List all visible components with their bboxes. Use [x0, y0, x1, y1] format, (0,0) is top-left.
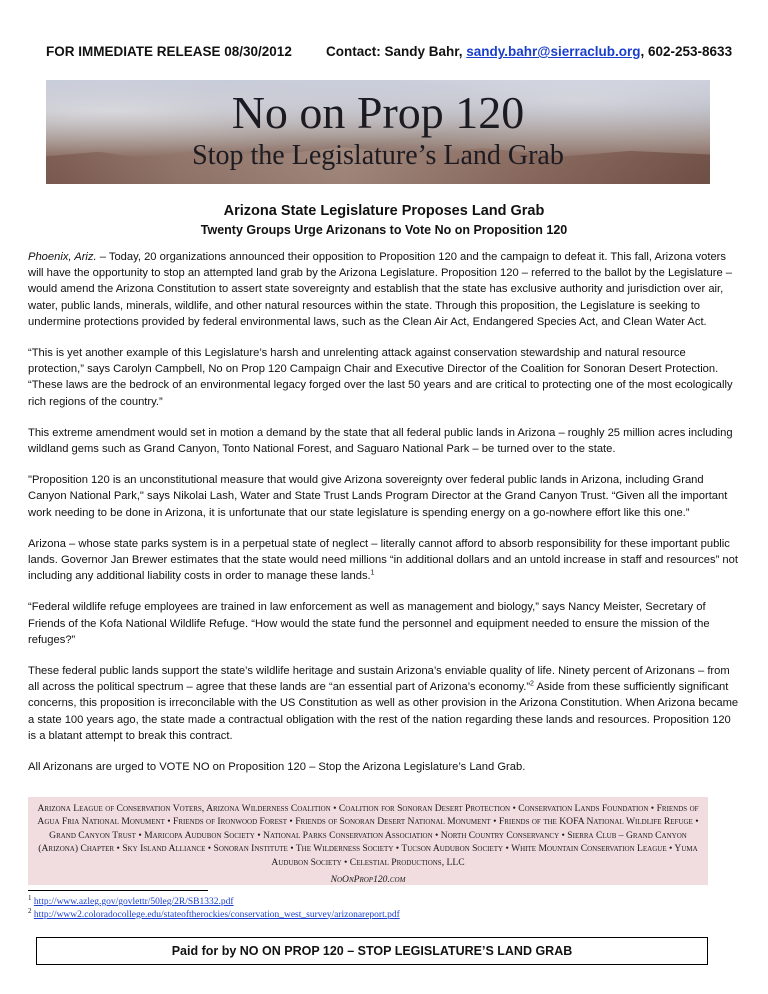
footnote-number: 2	[28, 906, 32, 915]
footnote-2	[28, 906, 400, 922]
footnote-ref-1: 1	[370, 569, 375, 577]
footnote-ref-2: 2	[530, 680, 534, 688]
paragraph-5	[28, 536, 740, 585]
paragraph-8: All Arizonans are urged to VOTE NO on Proposition 120 – Stop the Arizona Legislature’s Land Grab.	[28, 761, 526, 774]
banner-title: No on Prop 120	[231, 87, 525, 138]
paragraph-5-text: Arizona – whose state parks system is in a perpetual state of neglect – literally cannot afford to absorb responsibility for these important public lands. Governor Jan Brewer estimates that the state would need millions “in additional dollars and an untold increase in staff and resources” not including any additional liability costs in order to manage these lands.	[28, 537, 738, 583]
campaign-banner	[46, 80, 710, 184]
paragraph-1-text: – Today, 20 organizations announced their opposition to Proposition 120 and the campaign to defeat it. This fall, Arizona voters will have the opportunity to stop an attempted land grab by the Arizona Legislature. Proposition 120 – referred to the ballot by the Legislature – would amend the Arizona Constitution to assert state sovereignty and establish that the state has exclusive authority and jurisdiction over air, water, public lands, minerals, wildlife, and other natural resources within the state. Through this proposition, the Legislature is seeking to undermine protections provided by federal environmental laws, such as the Clean Air Act, Endangered Species Act, and Clean Water Act.	[28, 251, 733, 328]
footnotes	[28, 893, 400, 921]
paragraph-3: This extreme amendment would set in motion a demand by the state that all federal public lands in Arizona – roughly 25 million acres including wildland gems such as Grand Canyon, Tonto National Forest, and Saguaro National Park – be turned over to the state.	[28, 426, 733, 456]
paragraph-6: “Federal wildlife refuge employees are trained in law enforcement as well as management and biology,” says Nancy Meister, Secretary of Friends of the Kofa National Wildlife Refuge. “How would the state fund the personnel and equipment needed to ensure the mission of the refuges?”	[28, 601, 710, 646]
contact-email-link[interactable]: sandy.bahr@sierraclub.org	[466, 44, 641, 59]
paragraph-4: "Proposition 120 is an unconstitutional measure that would give Arizona sovereignty over federal public lands in Arizona, including Grand Canyon National Park," says Nikolai Lash, Water and State Trust Lands Program Director at the Grand Canyon Trust. “Given all the important work needing to be done in Arizona, it is unfortunate that our state legislature is spending energy on a go-nowhere effort like this one.”	[28, 474, 728, 519]
paragraph-2: “This is yet another example of this Legislature’s harsh and unrelenting attack against conservation stewardship and natural resource protection,” says Carolyn Campbell, No on Prop 120 Campaign Chair and Executive Director of the Coalition for Sonoran Desert Protection. “These laws are the bedrock of an environmental legacy forged over the last 50 years and are critical to protecting one of the most ecologically rich regions of the country.”	[28, 347, 733, 408]
paid-for-by-box: Paid for by NO ON PROP 120 – STOP LEGISLATURE’S LAND GRAB	[36, 937, 708, 965]
banner-subtitle: Stop the Legislature’s Land Grab	[192, 140, 564, 171]
footnote-1	[28, 893, 400, 909]
footnote-divider	[28, 890, 208, 891]
paragraph-7-text-b: Aside from these sufficiently significant concerns, this proposition is irreconcilable with the US Constitution as well as other provision in the Arizona Constitution. When Arizona became a state 100 years ago, the state made a contractual obligation with the rest of the nation regarding these lands and resources. Proposition 120 is a blatant attempt to break this contract.	[28, 681, 739, 742]
press-body	[28, 249, 740, 775]
footnote-link-1[interactable]: http://www.azleg.gov/govlettr/50leg/2R/SB1332.pdf	[33, 897, 234, 907]
press-headline: Arizona State Legislature Proposes Land Grab	[223, 203, 545, 219]
release-header	[46, 44, 736, 59]
dateline: Phoenix, Ariz.	[28, 251, 97, 263]
coalition-members: Arizona League of Conservation Voters, Arizona Wilderness Coalition • Coalition for Sonoran Desert Protection • Conservation Lands Foundation • Friends of Agua Fria National Monument • Friends of Ironwood Forest • Friends of Sonoran Desert National Monument • Friends of the KOFA National Wildlife Refuge • Grand Canyon Trust • Maricopa Audubon Society • National Parks Conservation Association • North Country Conservancy • Sierra Club – Grand Canyon (Arizona) Chapter • Sky Island Alliance • Sonoran Institute • The Wilderness Society • Tucson Audubon Society • White Mountain Conservation League • Yuma Audubon Society • Celestial Productions, LLC	[37, 803, 699, 868]
contact-phone: , 602-253-8633	[640, 44, 733, 59]
paragraph-7	[28, 663, 740, 744]
paragraph-1	[28, 249, 740, 330]
footnote-number: 1	[28, 893, 32, 902]
coalition-box	[28, 797, 708, 885]
paragraph-7-text-a: These federal public lands support the state’s wildlife heritage and sustain Arizona’s enviable quality of life. Ninety percent of Arizonans – from all across the political spectrum – agree that these lands are “an essential part of Arizona’s economy.”	[28, 665, 730, 694]
press-subheadline: Twenty Groups Urge Arizonans to Vote No on Proposition 120	[200, 223, 568, 237]
contact-label: Contact: Sandy Bahr,	[326, 44, 467, 59]
contact-line	[326, 44, 732, 59]
release-date: FOR IMMEDIATE RELEASE 08/30/2012	[46, 44, 292, 59]
coalition-website: NoOnProp120.com	[330, 874, 406, 886]
footnote-link-2[interactable]: http://www2.coloradocollege.edu/stateoftherockies/conservation_west_survey/arizonareport.pdf	[33, 909, 400, 920]
